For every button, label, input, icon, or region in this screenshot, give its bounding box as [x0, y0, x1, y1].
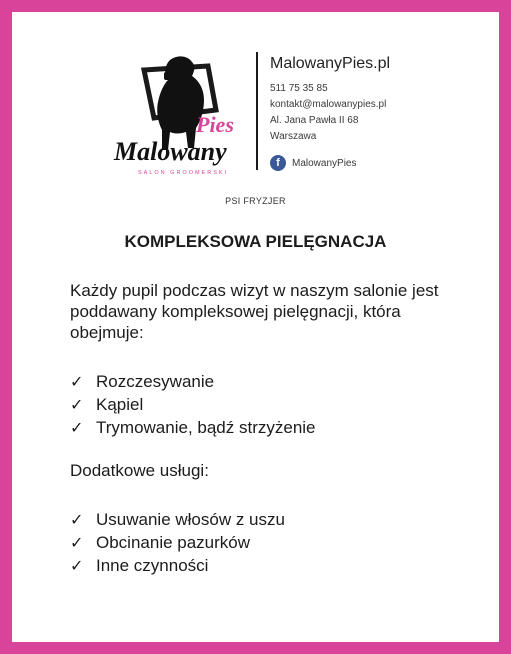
list-item: [70, 531, 285, 554]
service-label: Trymowanie, bądź strzyżenie: [96, 417, 316, 437]
salon-logo: [108, 52, 248, 184]
list-item: [70, 554, 285, 577]
service-label: Rozczesywanie: [96, 371, 215, 391]
facebook-handle: MalowanyPies: [292, 157, 357, 169]
list-item: [70, 416, 316, 439]
checkmark-icon: ✓: [70, 511, 84, 529]
service-label: Obcinanie pazurków: [96, 532, 251, 552]
service-label: Kąpiel: [96, 394, 144, 414]
checkmark-icon: ✓: [70, 557, 84, 575]
checkmark-icon: ✓: [70, 534, 84, 552]
street-address: Al. Jana Pawła II 68: [270, 115, 359, 126]
contact-block: [270, 55, 390, 171]
checkmark-icon: ✓: [70, 419, 84, 437]
logo-word-pies: Pies: [196, 112, 234, 137]
service-label: Inne czynności: [96, 555, 209, 575]
checkmark-icon: ✓: [70, 396, 84, 414]
page-title: KOMPLEKSOWA PIELĘGNACJA: [124, 232, 387, 251]
list-item: [70, 370, 316, 393]
city: Warszawa: [270, 131, 317, 142]
intro-paragraph: Każdy pupil podczas wizyt w naszym salonie jest poddawany kompleksowej pielęgnacji, która obejmuje:: [70, 281, 439, 342]
list-item: [70, 508, 285, 531]
dog-logo-graphic: [108, 52, 248, 184]
email-address[interactable]: kontakt@malowanypies.pl: [270, 99, 387, 110]
service-label: Usuwanie włosów z uszu: [96, 509, 285, 529]
website-link[interactable]: MalowanyPies.pl: [270, 55, 391, 72]
services-list: [70, 370, 316, 439]
extra-services-list: [70, 508, 285, 577]
logo-tagline: SALON GROOMERSKI: [138, 170, 229, 176]
phone-number: 511 75 35 85: [270, 83, 328, 94]
checkmark-icon: ✓: [70, 373, 84, 391]
list-item: [70, 393, 316, 416]
logo-word-malowany: Malowany: [114, 137, 227, 166]
facebook-icon: f: [270, 155, 286, 171]
facebook-link[interactable]: [270, 155, 390, 171]
extra-services-heading: Dodatkowe usługi:: [70, 461, 209, 480]
kicker-label: PSI FRYZJER: [225, 196, 286, 206]
header-divider: [256, 52, 258, 170]
